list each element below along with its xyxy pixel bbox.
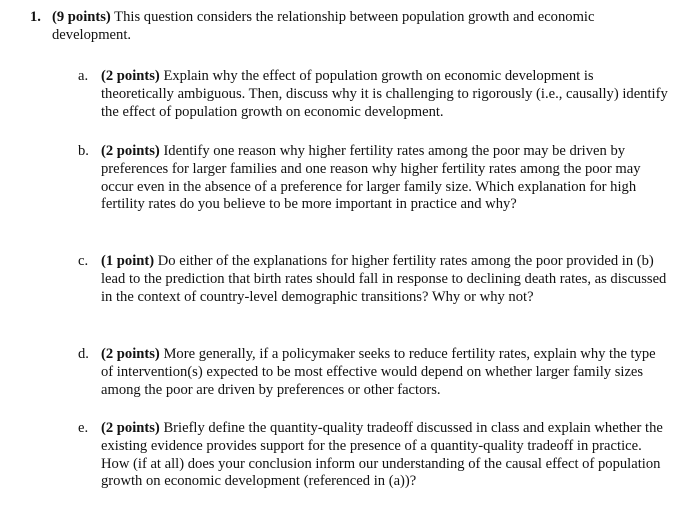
part-a: [78, 68, 668, 121]
part-c: [78, 253, 668, 306]
part-body: [101, 143, 668, 214]
part-body: [101, 420, 668, 491]
part-letter: b.: [78, 143, 89, 159]
part-text: Explain why the effect of population growth on economic development is theoretically ambiguous. Then, discuss why it is challenging to rigorously (i.e., causally) identify the effect of population growth on economic development.: [101, 68, 668, 120]
part-letter: a.: [78, 68, 89, 84]
question-points: (9 points): [52, 9, 111, 25]
part-letter: d.: [78, 346, 89, 362]
question-text: This question considers the relationship between population growth and economic development.: [52, 9, 595, 43]
part-body: [101, 68, 668, 121]
part-b: [78, 143, 668, 214]
part-text: Do either of the explanations for higher fertility rates among the poor provided in (b) lead to the prediction that birth rates should fall in response to declining death rates, as discussed in the context of country-level demographic transitions? Why or why not?: [101, 253, 667, 305]
part-points: (2 points): [101, 143, 160, 159]
part-body: [101, 346, 668, 399]
part-e: [78, 420, 668, 491]
part-points: (1 point): [101, 253, 155, 269]
part-text: Identify one reason why higher fertility rates among the poor may be driven by preferences for larger families and one reason why higher fertility rates among the poor may occur even in the absence of a preference for larger family size. Which explanation for high fertility rates do you believe to be more important in practice and why?: [101, 143, 641, 213]
part-letter: e.: [78, 420, 89, 436]
question-header: [30, 9, 670, 45]
part-text: Briefly define the quantity-quality tradeoff discussed in class and explain whether the existing evidence provides support for the presence of a quantity-quality tradeoff in practice. How (if at all) does your conclusion inform our understanding of the causal effect of population growth on economic development (referenced in (a))?: [101, 420, 663, 490]
part-text: More generally, if a policymaker seeks to reduce fertility rates, explain why the type of intervention(s) expected to be most effective would depend on whether larger family sizes among the poor are driven by preferences or other factors.: [101, 346, 656, 398]
question-stem: [52, 9, 670, 45]
part-points: (2 points): [101, 346, 160, 362]
part-points: (2 points): [101, 420, 160, 436]
question-1: [30, 9, 670, 45]
part-d: [78, 346, 668, 399]
question-number: 1.: [30, 9, 41, 25]
part-points: (2 points): [101, 68, 160, 84]
part-letter: c.: [78, 253, 89, 269]
part-body: [101, 253, 668, 306]
